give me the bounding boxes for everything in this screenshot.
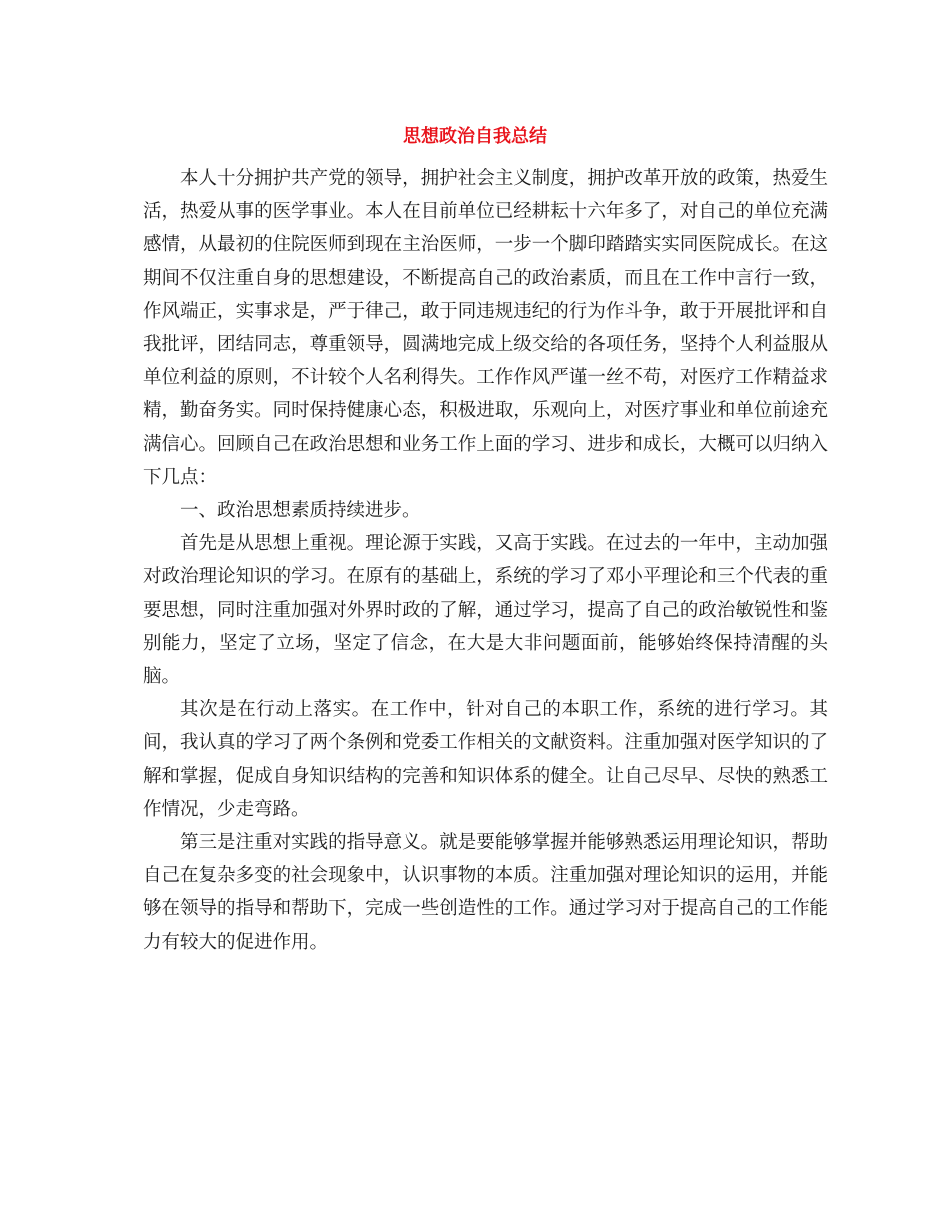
paragraph-intro: 本人十分拥护共产党的领导，拥护社会主义制度，拥护改革开放的政策，热爱生活，热爱从事的医学事业。本人在目前单位已经耕耘十六年多了，对自己的单位充满感情，从最初的住院医师到现在主治医师，一步一个脚印踏踏实实同医院成长。在这期间不仅注重自身的思想建设，不断提高自己的政治素质，而且在工作中言行一致，作风端正，实事求是，严于律己，敢于同违规违纪的行为作斗争，敢于开展批评和自我批评，团结同志，尊重领导，圆满地完成上级交给的各项任务，坚持个人利益服从单位利益的原则，不计较个人名利得失。工作作风严谨一丝不苟，对医疗工作精益求精，勤奋务实。同时保持健康心态，积极进取，乐观向上，对医疗事业和单位前途充满信心。回顾自己在政治思想和业务工作上面的学习、进步和成长，大概可以归纳入下几点： <box>143 168 828 488</box>
document-body <box>143 162 828 959</box>
section-heading-1: 一、政治思想素质持续进步。 <box>180 500 421 522</box>
paragraph-first: 首先是从思想上重视。理论源于实践，又高于实践。在过去的一年中，主动加强对政治理论知识的学习。在原有的基础上，系统的学习了邓小平理论和三个代表的重要思想，同时注重加强对外界时政的了解，通过学习，提高了自己的政治敏锐性和鉴别能力，坚定了立场，坚定了信念，在大是大非问题面前，能够始终保持清醒的头脑。 <box>143 533 828 688</box>
paragraph-third: 第三是注重对实践的指导意义。就是要能够掌握并能够熟悉运用理论知识，帮助自己在复杂多变的社会现象中，认识事物的本质。注重加强对理论知识的运用，并能够在领导的指导和帮助下，完成一些创造性的工作。通过学习对于提高自己的工作能力有较大的促进作用。 <box>143 832 828 953</box>
paragraph-second: 其次是在行动上落实。在工作中，针对自己的本职工作，系统的进行学习。其间，我认真的学习了两个条例和党委工作相关的文献资料。注重加强对医学知识的了解和掌握，促成自身知识结构的完善和知识体系的健全。让自己尽早、尽快的熟悉工作情况，少走弯路。 <box>143 699 828 820</box>
document-title: 思想政治自我总结 <box>403 126 547 147</box>
